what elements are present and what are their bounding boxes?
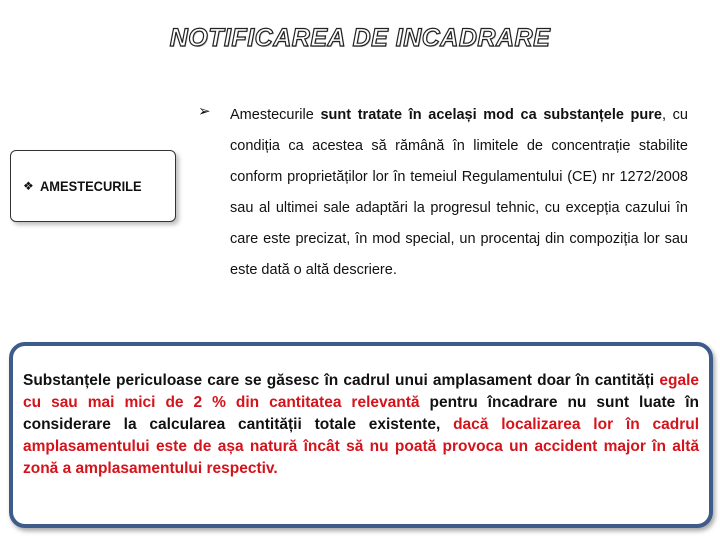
info-text-red-2: dacă localizarea lor în cadrul amplasamentului este de așa natură încât să nu poată provoca un accident major în altă zonă a amplasamentului respectiv. — [23, 416, 700, 477]
info-text-1: Substanțele periculoase care se găsesc în cadrul unui amplasament doar în cantități — [23, 372, 660, 389]
mixtures-heading-box — [10, 150, 176, 222]
info-box — [9, 342, 713, 528]
arrow-bullet-icon: ➢ — [198, 103, 211, 120]
paragraph-text-bold: sunt tratate în același mod ca substanțele pure — [320, 107, 662, 123]
page-title: NOTIFICAREA DE INCADRARE — [169, 24, 551, 52]
paragraph-text-1: Amestecurile — [230, 107, 321, 123]
mixtures-paragraph — [230, 100, 688, 286]
info-text-red-1: egale cu sau mai mici de 2 % din cantitatea relevantă — [23, 372, 699, 411]
paragraph-text-2: , cu condiția ca acestea să rămână în limitele de concentrație stabilite conform proprietăților lor în temeiul Regulamentului (CE) nr 1272/2008 sau al ultimei sale adaptări la progresul tehnic, cu excepția cazului în care este precizat, în mod special, un procentaj din compoziția lor sau este dată o altă descriere. — [230, 107, 688, 278]
info-text-2: pentru încadrare nu sunt luate în considerare la calcularea cantității totale existente, — [23, 394, 699, 433]
info-box-text — [23, 370, 699, 480]
diamond-bullet-icon: ❖ — [23, 179, 34, 193]
mixtures-label: AMESTECURILE — [39, 178, 142, 194]
